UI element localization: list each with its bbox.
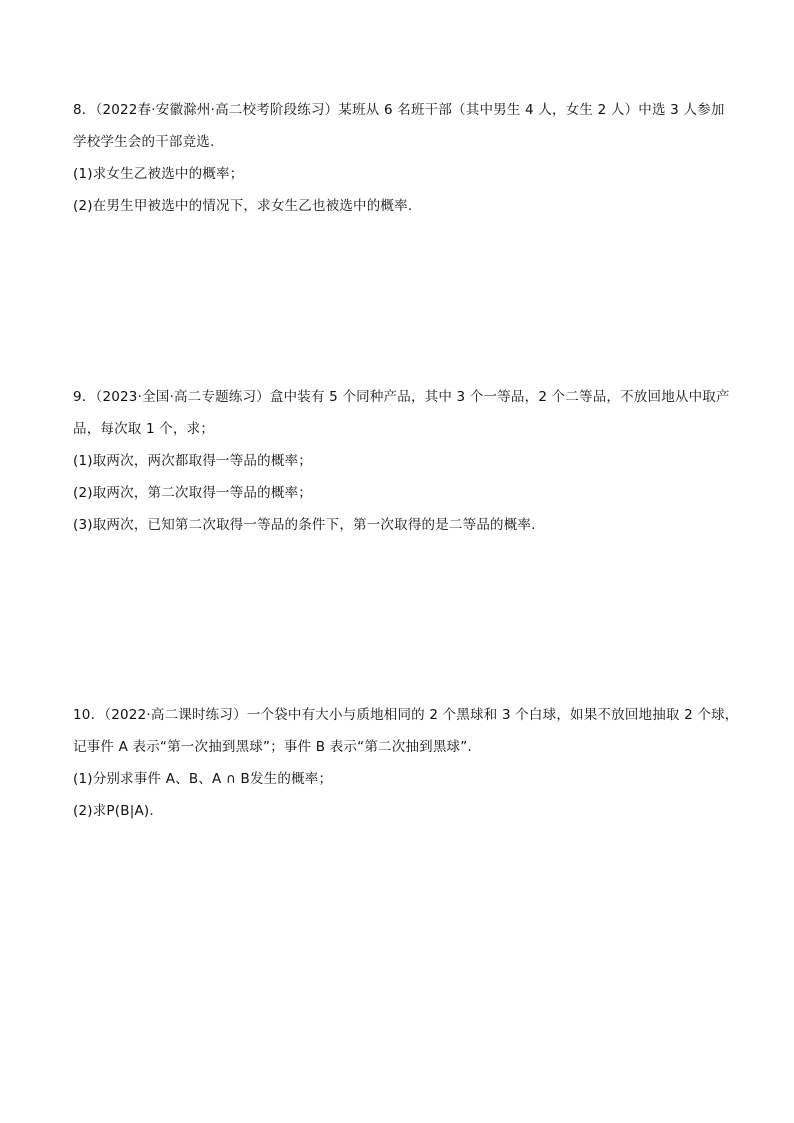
problem-9-subquestion-2: (2)取两次，第二次取得一等品的概率； xyxy=(73,485,312,501)
problem-10-subquestion-1: (1)分别求事件 A、B、A ∩ B发生的概率； xyxy=(73,771,333,787)
problem-10-stem-line-2: 记事件 A 表示“第一次抽到黑球”；事件 B 表示“第二次抽到黑球”. xyxy=(73,739,472,755)
problem-8-stem-line-2: 学校学生会的干部竞选. xyxy=(73,134,215,150)
problem-8-subquestion-2: (2)在男生甲被选中的情况下，求女生乙也被选中的概率. xyxy=(73,198,413,214)
problem-10-subquestion-2: (2)求P(B|A). xyxy=(73,803,154,819)
problem-9-subquestion-1: (1)取两次，两次都取得一等品的概率； xyxy=(73,453,312,469)
problem-9-stem-line-1: 9．（2023·全国·高二专题练习）盒中装有 5 个同种产品，其中 3 个一等品，2 个二等品，不放回地从中取产 xyxy=(73,389,730,405)
problem-8-stem-line-1: 8．（2022春·安徽滁州·高二校考阶段练习）某班从 6 名班干部（其中男生 4 人，女生 2 人）中选 3 人参加 xyxy=(73,102,725,118)
problem-8-subquestion-1: (1)求女生乙被选中的概率； xyxy=(73,166,244,182)
problem-10 xyxy=(73,699,739,827)
problem-8 xyxy=(73,94,723,222)
problem-9-subquestion-3: (3)取两次，已知第二次取得一等品的条件下，第一次取得的是二等品的概率. xyxy=(73,517,536,533)
problem-10-stem-line-1: 10．（2022·高二课时练习）一个袋中有大小与质地相同的 2 个黑球和 3 个白球，如果不放回地抽取 2 个球， xyxy=(73,707,739,723)
problem-9-stem-line-2: 品，每次取 1 个，求； xyxy=(73,421,215,437)
problem-9 xyxy=(73,381,730,541)
